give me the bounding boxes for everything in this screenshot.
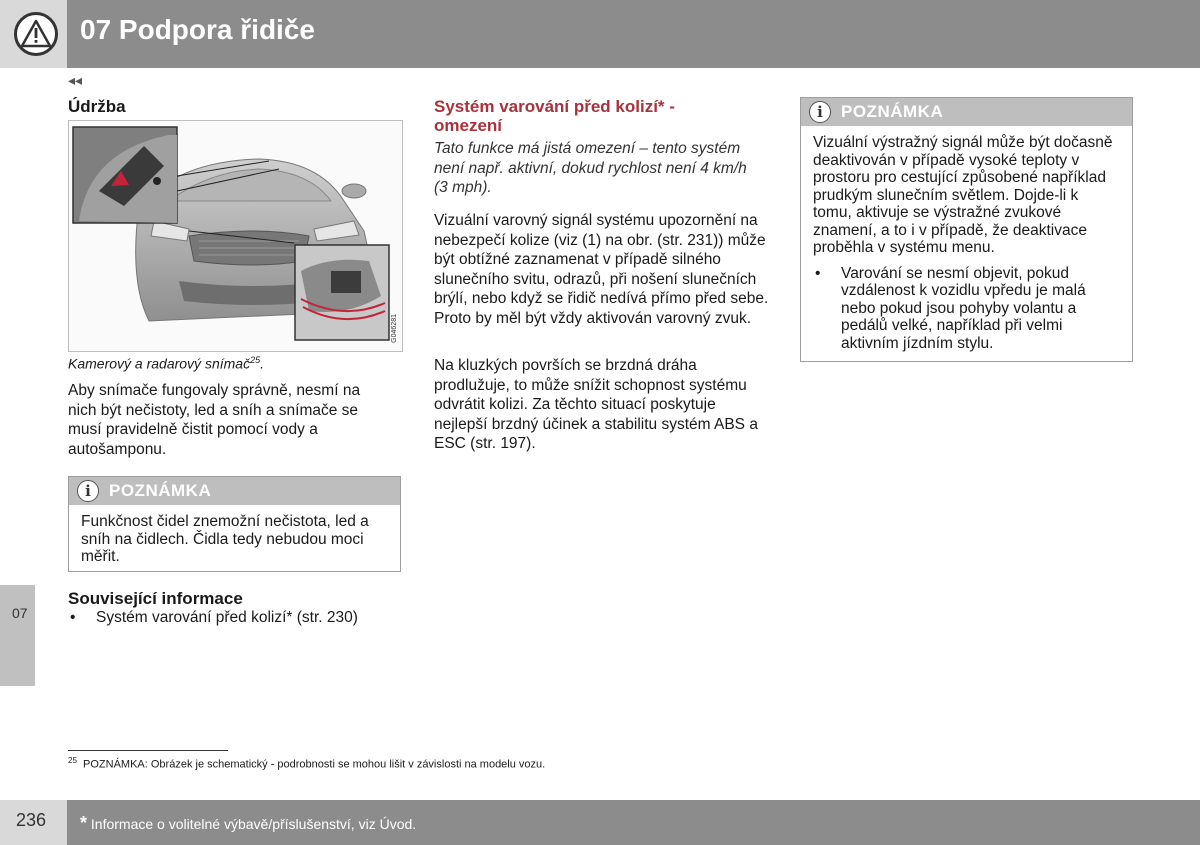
footnote-number: 25 — [68, 756, 77, 765]
page-number: 236 — [16, 810, 47, 830]
note-text — [801, 126, 1132, 360]
info-icon: i — [809, 101, 831, 123]
intro-italic: Tato funkce má jistá omezení – tento systém není např. aktivní, dokud rychlost není 4 km/h (3 mph). — [434, 140, 747, 196]
collision-warning-heading: Systém varování před kolizí* - omezení — [434, 97, 675, 135]
car-illustration — [69, 121, 402, 351]
warning-icon — [14, 12, 58, 56]
section-heading-maintenance: Údržba — [68, 97, 126, 116]
camera-radar-figure — [68, 120, 403, 352]
back-arrows-icon[interactable]: ◂◂ — [68, 72, 83, 88]
note-title: POZNÁMKA — [841, 102, 944, 121]
note-title: POZNÁMKA — [109, 481, 212, 500]
related-info-link[interactable]: • Systém varování před kolizí* (str. 230) — [68, 608, 398, 628]
footnote-text: POZNÁMKA: Obrázek je schematický - podrobnosti se mohou lišit v závislosti na modelu vozu. — [83, 758, 546, 771]
footer-note — [80, 813, 416, 834]
note-bullet: • Varování se nesmí objevit, pokud vzdálenost k vozidlu vpředu je malá nebo pokud jsou pohyby volantu a pedálů velké, například při velmi aktivním jízdním stylu. — [813, 265, 1120, 353]
footer-text: Informace o volitelné výbavě/příslušenství, viz Úvod. — [90, 816, 417, 832]
note-header — [801, 98, 1132, 126]
figure-caption — [68, 355, 264, 372]
side-tab-label: 07 — [12, 605, 28, 621]
caption-period: . — [260, 355, 264, 372]
note-box-visual-warning — [800, 97, 1133, 362]
info-icon: i — [77, 480, 99, 502]
related-info-heading: Související informace — [68, 589, 243, 608]
paragraph-visual-signal: Vizuální varovný signál systému upozornění na nebezpečí kolize (viz (1) na obr. (str. 231)) může být obtížné zaznamenat v případě silného slunečního svitu, odrazů, při nošení slunečních brýlí, nebo když se řidič nedívá přímo před sebe. Proto by měl být vždy aktivován varovný zvuk. — [434, 212, 769, 327]
note-text: Funkčnost čidel znemožní nečistota, led a sníh na čidlech. Čidla tedy nebudou moci měřit. — [81, 513, 369, 565]
note-paragraph: Vizuální výstražný signál může být dočasně deaktivován v případě vysoké teploty v prostoru pro cestující způsobené například prudkým slunečním světlem. Dojde-li k tomu, aktivuje se výstražné zvukové znamení, a to i v případě, že deaktivace proběhla v systému menu. — [813, 134, 1113, 256]
chapter-side-tab — [0, 585, 35, 686]
footnote — [68, 756, 545, 771]
footnote-rule — [68, 750, 228, 751]
caption-text: Kamerový a radarový snímač — [68, 355, 251, 372]
related-info-list — [68, 608, 398, 628]
image-code: G046281 — [391, 314, 398, 343]
note-header — [69, 477, 400, 505]
note-box-sensors — [68, 476, 401, 572]
footer-star: * — [80, 813, 88, 833]
maintenance-paragraph: Aby snímače fungovaly správně, nesmí na nich být nečistoty, led a sníh a snímače se musí pravidelně čistit pomocí vody a autošamponu. — [68, 382, 361, 458]
note-bullet-list — [813, 265, 1120, 353]
chapter-title: 07 Podpora řidiče — [80, 14, 315, 45]
caption-footnote-ref[interactable]: 25 — [250, 355, 261, 365]
paragraph-slippery-surfaces: Na kluzkých površích se brzdná dráha prodlužuje, to může snížit schopnost systému odvrátit kolizi. Za těchto situací poskytuje nejlepší brzdný účinek a stabilitu systém ABS a ESC (str. 197). — [434, 357, 758, 452]
